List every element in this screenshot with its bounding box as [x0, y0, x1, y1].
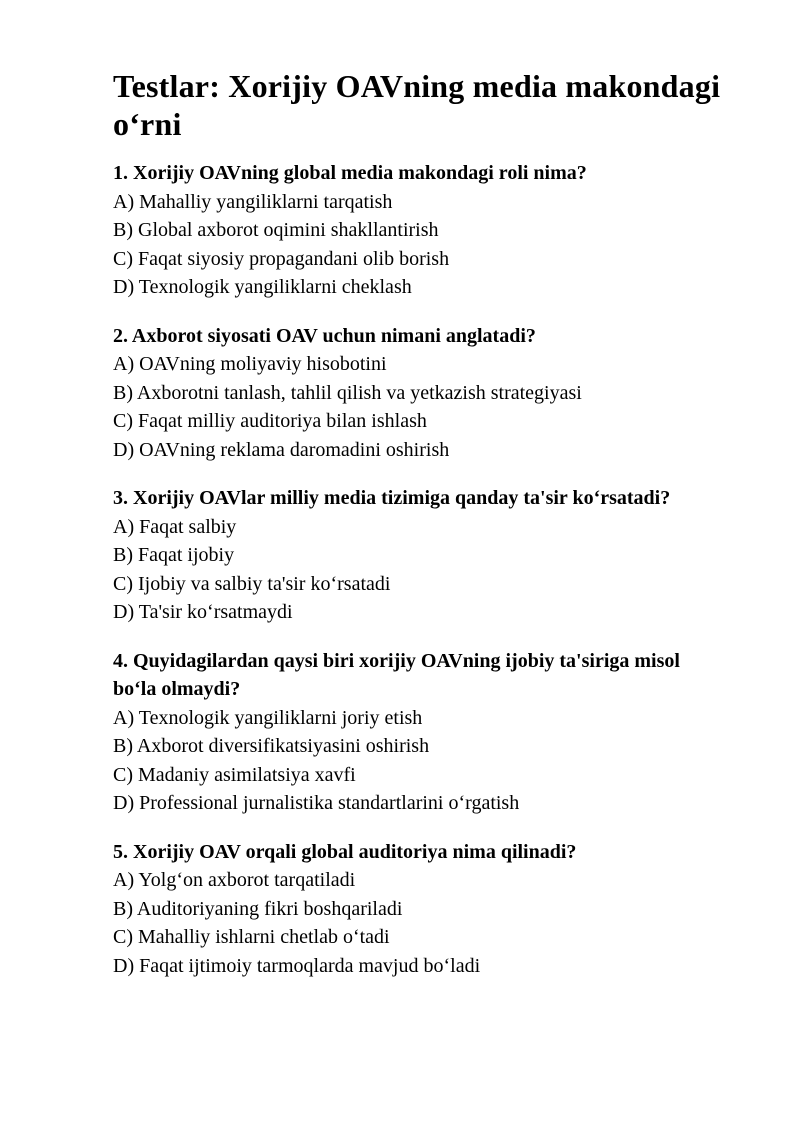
question-5-option-c: C) Mahalliy ishlarni chetlab o‘tadi	[113, 926, 390, 948]
question-5-option-d: D) Faqat ijtimoiy tarmoqlarda mavjud bo‘ladi	[113, 954, 481, 977]
question-block-2	[113, 322, 742, 465]
document-title-line-1: Testlar: Xorijiy OAVning media makondagi	[113, 68, 721, 104]
question-4-option-c: C) Madaniy asimilatsiya xavfi	[113, 763, 356, 786]
question-block-3	[113, 484, 742, 627]
question-3-option-a: A) Faqat salbiy	[113, 515, 237, 538]
question-1-option-d: D) Texnologik yangiliklarni cheklash	[113, 276, 412, 298]
question-1-option-a: A) Mahalliy yangiliklarni tarqatish	[113, 190, 393, 213]
question-4-header-line-2: bo‘la olmaydi?	[113, 678, 241, 700]
question-3-option-d: D) Ta'sir ko‘rsatmaydi	[113, 601, 293, 623]
document-title-line-2: o‘rni	[113, 106, 182, 142]
question-2-option-b: B) Axborotni tanlash, tahlil qilish va yetkazish strategiyasi	[113, 381, 582, 404]
question-3-option-b: B) Faqat ijobiy	[113, 544, 235, 566]
question-2-header: 2. Axborot siyosati OAV uchun nimani anglatadi?	[113, 324, 536, 347]
question-2-option-c: C) Faqat milliy auditoriya bilan ishlash	[113, 410, 427, 432]
question-block-1	[113, 159, 742, 302]
question-4-option-b: B) Axborot diversifikatsiyasini oshirish	[113, 735, 430, 757]
question-4-option-a: A) Texnologik yangiliklarni joriy etish	[113, 706, 423, 729]
question-block-5	[113, 838, 742, 981]
question-3-header: 3. Xorijiy OAVlar milliy media tizimiga qanday ta'sir ko‘rsatadi?	[113, 487, 671, 509]
question-5-option-b: B) Auditoriyaning fikri boshqariladi	[113, 897, 403, 920]
question-1-option-c: C) Faqat siyosiy propagandani olib borish	[113, 247, 450, 270]
question-1-option-b: B) Global axborot oqimini shakllantirish	[113, 219, 439, 241]
question-block-4	[113, 647, 742, 818]
question-5-header: 5. Xorijiy OAV orqali global auditoriya nima qilinadi?	[113, 840, 577, 863]
question-5-option-a: A) Yolg‘on axborot tarqatiladi	[113, 869, 356, 891]
question-4-option-d: D) Professional jurnalistika standartlarini o‘rgatish	[113, 792, 520, 814]
document-title	[113, 67, 742, 143]
question-4-header: 4. Quyidagilardan qaysi biri xorijiy OAVning ijobiy ta'siriga misol	[113, 649, 680, 672]
question-2-option-a: A) OAVning moliyaviy hisobotini	[113, 353, 387, 375]
question-1-header: 1. Xorijiy OAVning global media makondagi roli nima?	[113, 162, 587, 184]
question-3-option-c: C) Ijobiy va salbiy ta'sir ko‘rsatadi	[113, 572, 391, 595]
question-2-option-d: D) OAVning reklama daromadini oshirish	[113, 438, 450, 461]
